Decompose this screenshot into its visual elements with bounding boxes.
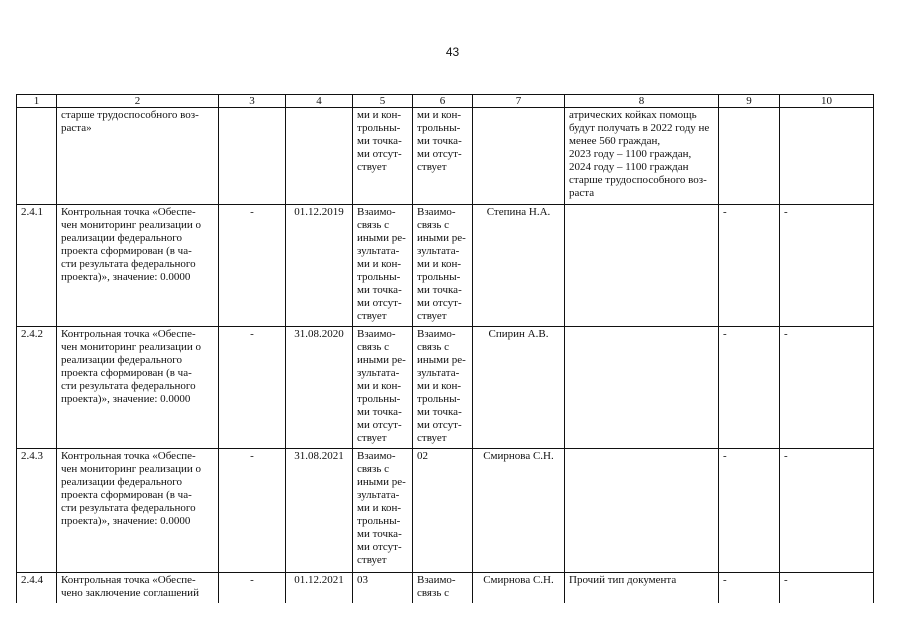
table-row — [17, 327, 874, 449]
cell-col10: - — [780, 205, 874, 327]
cell-date: 31.08.2020 — [286, 327, 353, 449]
cell-col10: - — [780, 327, 874, 449]
cell-col5: ми и кон- трольны- ми точка- ми отсут- ствует — [353, 108, 413, 205]
row-number: 2.4.4 — [17, 573, 57, 603]
cell-responsible: Смирнова С.Н. — [473, 449, 565, 573]
item-description: Контрольная точка «Обеспе- чено заключение соглашений — [57, 573, 219, 603]
row-number — [17, 108, 57, 205]
cell-result — [565, 327, 719, 449]
cell-responsible: Спирин А.В. — [473, 327, 565, 449]
cell-col9 — [719, 108, 780, 205]
cell-date: 01.12.2021 — [286, 573, 353, 603]
cell-col6: 02 — [413, 449, 473, 573]
column-header: 9 — [719, 95, 780, 108]
cell-col3: - — [219, 327, 286, 449]
table-row — [17, 573, 874, 603]
table-row — [17, 449, 874, 573]
cell-col5: Взаимо- связь с иными ре- зультата- ми и кон- трольны- ми точка- ми отсут- ствует — [353, 205, 413, 327]
cell-col10: - — [780, 449, 874, 573]
cell-responsible: Степина Н.А. — [473, 205, 565, 327]
item-description: Контрольная точка «Обеспе- чен мониторинг реализации о реализации федерального проекта сформирован (в ча- сти результата федерального проекта)», значение: 0.0000 — [57, 205, 219, 327]
table-row — [17, 108, 874, 205]
column-header: 8 — [565, 95, 719, 108]
item-description: Контрольная точка «Обеспе- чен мониторинг реализации о реализации федерального проекта сформирован (в ча- сти результата федерального проекта)», значение: 0.0000 — [57, 449, 219, 573]
cell-col10: - — [780, 573, 874, 603]
cell-col3: - — [219, 449, 286, 573]
cell-col9: - — [719, 449, 780, 573]
column-header: 3 — [219, 95, 286, 108]
cell-result: Прочий тип документа — [565, 573, 719, 603]
cell-col6: Взаимо- связь с — [413, 573, 473, 603]
column-header: 7 — [473, 95, 565, 108]
cell-responsible: Смирнова С.Н. — [473, 573, 565, 603]
cell-date: 01.12.2019 — [286, 205, 353, 327]
row-number: 2.4.1 — [17, 205, 57, 327]
column-number-row — [17, 95, 874, 108]
column-header: 5 — [353, 95, 413, 108]
cell-result — [565, 205, 719, 327]
table-row — [17, 205, 874, 327]
cell-col3: - — [219, 573, 286, 603]
cell-col6: Взаимо- связь с иными ре- зультата- ми и кон- трольны- ми точка- ми отсут- ствует — [413, 205, 473, 327]
cell-col3: - — [219, 205, 286, 327]
cell-col3 — [219, 108, 286, 205]
cell-result: атрических койках помощь будут получать в 2022 году не менее 560 граждан, 2023 году – 1100 граждан, 2024 году – 1100 граждан старше трудоспособного воз- раста — [565, 108, 719, 205]
cell-date — [286, 108, 353, 205]
item-description: старше трудоспособного воз- раста» — [57, 108, 219, 205]
cell-col9: - — [719, 327, 780, 449]
column-header: 6 — [413, 95, 473, 108]
cell-col6: ми и кон- трольны- ми точка- ми отсут- ствует — [413, 108, 473, 205]
cell-col5: Взаимо- связь с иными ре- зультата- ми и кон- трольны- ми точка- ми отсут- ствует — [353, 449, 413, 573]
page-number: 43 — [445, 45, 460, 59]
column-header: 2 — [57, 95, 219, 108]
cell-responsible — [473, 108, 565, 205]
cell-col5: Взаимо- связь с иными ре- зультата- ми и кон- трольны- ми точка- ми отсут- ствует — [353, 327, 413, 449]
cell-date: 31.08.2021 — [286, 449, 353, 573]
column-header: 1 — [17, 95, 57, 108]
item-description: Контрольная точка «Обеспе- чен мониторинг реализации о реализации федерального проекта сформирован (в ча- сти результата федерального проекта)», значение: 0.0000 — [57, 327, 219, 449]
column-header: 4 — [286, 95, 353, 108]
cell-col9: - — [719, 205, 780, 327]
column-header: 10 — [780, 95, 874, 108]
cell-col9: - — [719, 573, 780, 603]
cell-col6: Взаимо- связь с иными ре- зультата- ми и кон- трольны- ми точка- ми отсут- ствует — [413, 327, 473, 449]
cell-col10 — [780, 108, 874, 205]
row-number: 2.4.3 — [17, 449, 57, 573]
cell-col5: 03 — [353, 573, 413, 603]
document-table — [16, 94, 874, 603]
cell-result — [565, 449, 719, 573]
row-number: 2.4.2 — [17, 327, 57, 449]
